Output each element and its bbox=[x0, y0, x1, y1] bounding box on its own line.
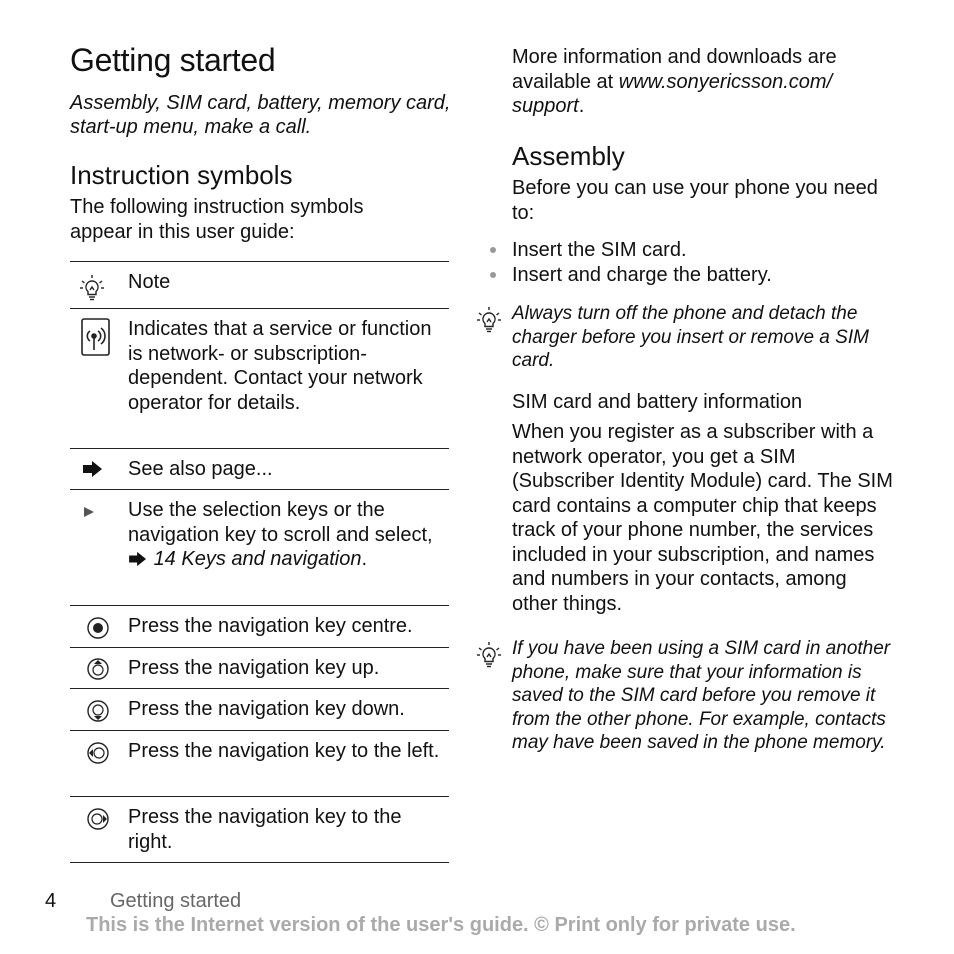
sim-info-heading: SIM card and battery information bbox=[512, 391, 803, 413]
arrow-right-icon bbox=[128, 551, 148, 567]
table-row bbox=[70, 308, 449, 448]
nav-key-right-icon bbox=[86, 807, 126, 836]
network-service-text: Indicates that a service or function is network- or subscription-dependent. Contact your network operator for details. bbox=[128, 318, 432, 414]
note-lightbulb-icon bbox=[475, 306, 503, 339]
nav-key-left-icon bbox=[86, 741, 126, 770]
table-row bbox=[70, 605, 449, 647]
triangle-right-icon bbox=[82, 505, 122, 524]
nav-down-text: Press the navigation key down. bbox=[128, 698, 405, 720]
selection-keys-prefix: Use the selection keys or the navigation key to scroll and select, bbox=[128, 499, 433, 546]
table-row bbox=[70, 448, 449, 489]
footer-notice: This is the Internet version of the user's guide. © Print only for private use. bbox=[86, 914, 796, 936]
bullet-dot bbox=[490, 247, 496, 253]
table-row bbox=[70, 647, 449, 688]
nav-key-down-icon bbox=[86, 699, 126, 728]
assembly-heading: Assembly bbox=[512, 141, 625, 171]
more-info-text: More information and downloads are available at bbox=[512, 46, 837, 93]
see-also-text: See also page... bbox=[128, 458, 273, 480]
table-row bbox=[70, 796, 449, 863]
page-number: 4 bbox=[45, 890, 57, 912]
instruction-symbols-heading: Instruction symbols bbox=[70, 160, 293, 190]
more-info-suffix: . bbox=[578, 95, 585, 117]
support-url-part1: www.sonyericsson.com/ bbox=[618, 70, 833, 93]
note-lightbulb-icon bbox=[78, 274, 118, 307]
list-item bbox=[490, 263, 772, 288]
table-row bbox=[70, 688, 449, 730]
assembly-bullet-list bbox=[490, 238, 772, 288]
nav-right-text: Press the navigation key to the right. bbox=[128, 806, 402, 853]
nav-key-centre-icon bbox=[86, 616, 126, 645]
selection-keys-text bbox=[128, 498, 449, 572]
page-title: Getting started bbox=[70, 42, 276, 78]
bullet-dot bbox=[490, 272, 496, 278]
assembly-intro: Before you can use your phone you need to: bbox=[512, 177, 878, 224]
table-row bbox=[70, 261, 449, 308]
more-info-paragraph bbox=[512, 45, 892, 119]
assembly-note: Always turn off the phone and detach the charger before you insert or remove a SIM card. bbox=[512, 303, 869, 371]
network-service-icon bbox=[80, 317, 120, 362]
nav-key-up-icon bbox=[86, 657, 126, 686]
nav-centre-text: Press the navigation key centre. bbox=[128, 615, 413, 637]
table-row bbox=[70, 730, 449, 796]
instruction-symbols-intro: The following instruction symbols appear in this user guide: bbox=[70, 196, 364, 243]
bullet-text: Insert the SIM card. bbox=[512, 239, 687, 261]
sim-info-note: If you have been using a SIM card in another phone, make sure that your information is saved to the SIM card before you remove it from the other phone. For example, contacts may have been saved in the phone memory. bbox=[512, 638, 891, 753]
page-subtitle: Assembly, SIM card, battery, memory card, start-up menu, make a call. bbox=[70, 92, 451, 138]
footer-section-title: Getting started bbox=[110, 890, 242, 912]
instruction-symbols-table bbox=[70, 261, 449, 863]
keys-navigation-link[interactable]: 14 Keys and navigation bbox=[153, 548, 362, 570]
nav-up-text: Press the navigation key up. bbox=[128, 657, 380, 679]
nav-left-text: Press the navigation key to the left. bbox=[128, 740, 440, 762]
arrow-right-icon bbox=[82, 460, 122, 483]
selection-keys-suffix: . bbox=[361, 548, 368, 570]
note-lightbulb-icon bbox=[475, 641, 503, 674]
list-item bbox=[490, 238, 772, 263]
support-url-part2: support bbox=[512, 95, 579, 117]
note-label: Note bbox=[128, 271, 171, 293]
bullet-text: Insert and charge the battery. bbox=[512, 264, 772, 286]
sim-info-body: When you register as a subscriber with a network operator, you get a SIM (Subscriber Identity Module) card. The SIM card contains a computer chip that keeps track of your phone number, the services included in your subscription, and names and numbers in your contacts, among other things. bbox=[512, 421, 893, 615]
table-row bbox=[70, 489, 449, 605]
